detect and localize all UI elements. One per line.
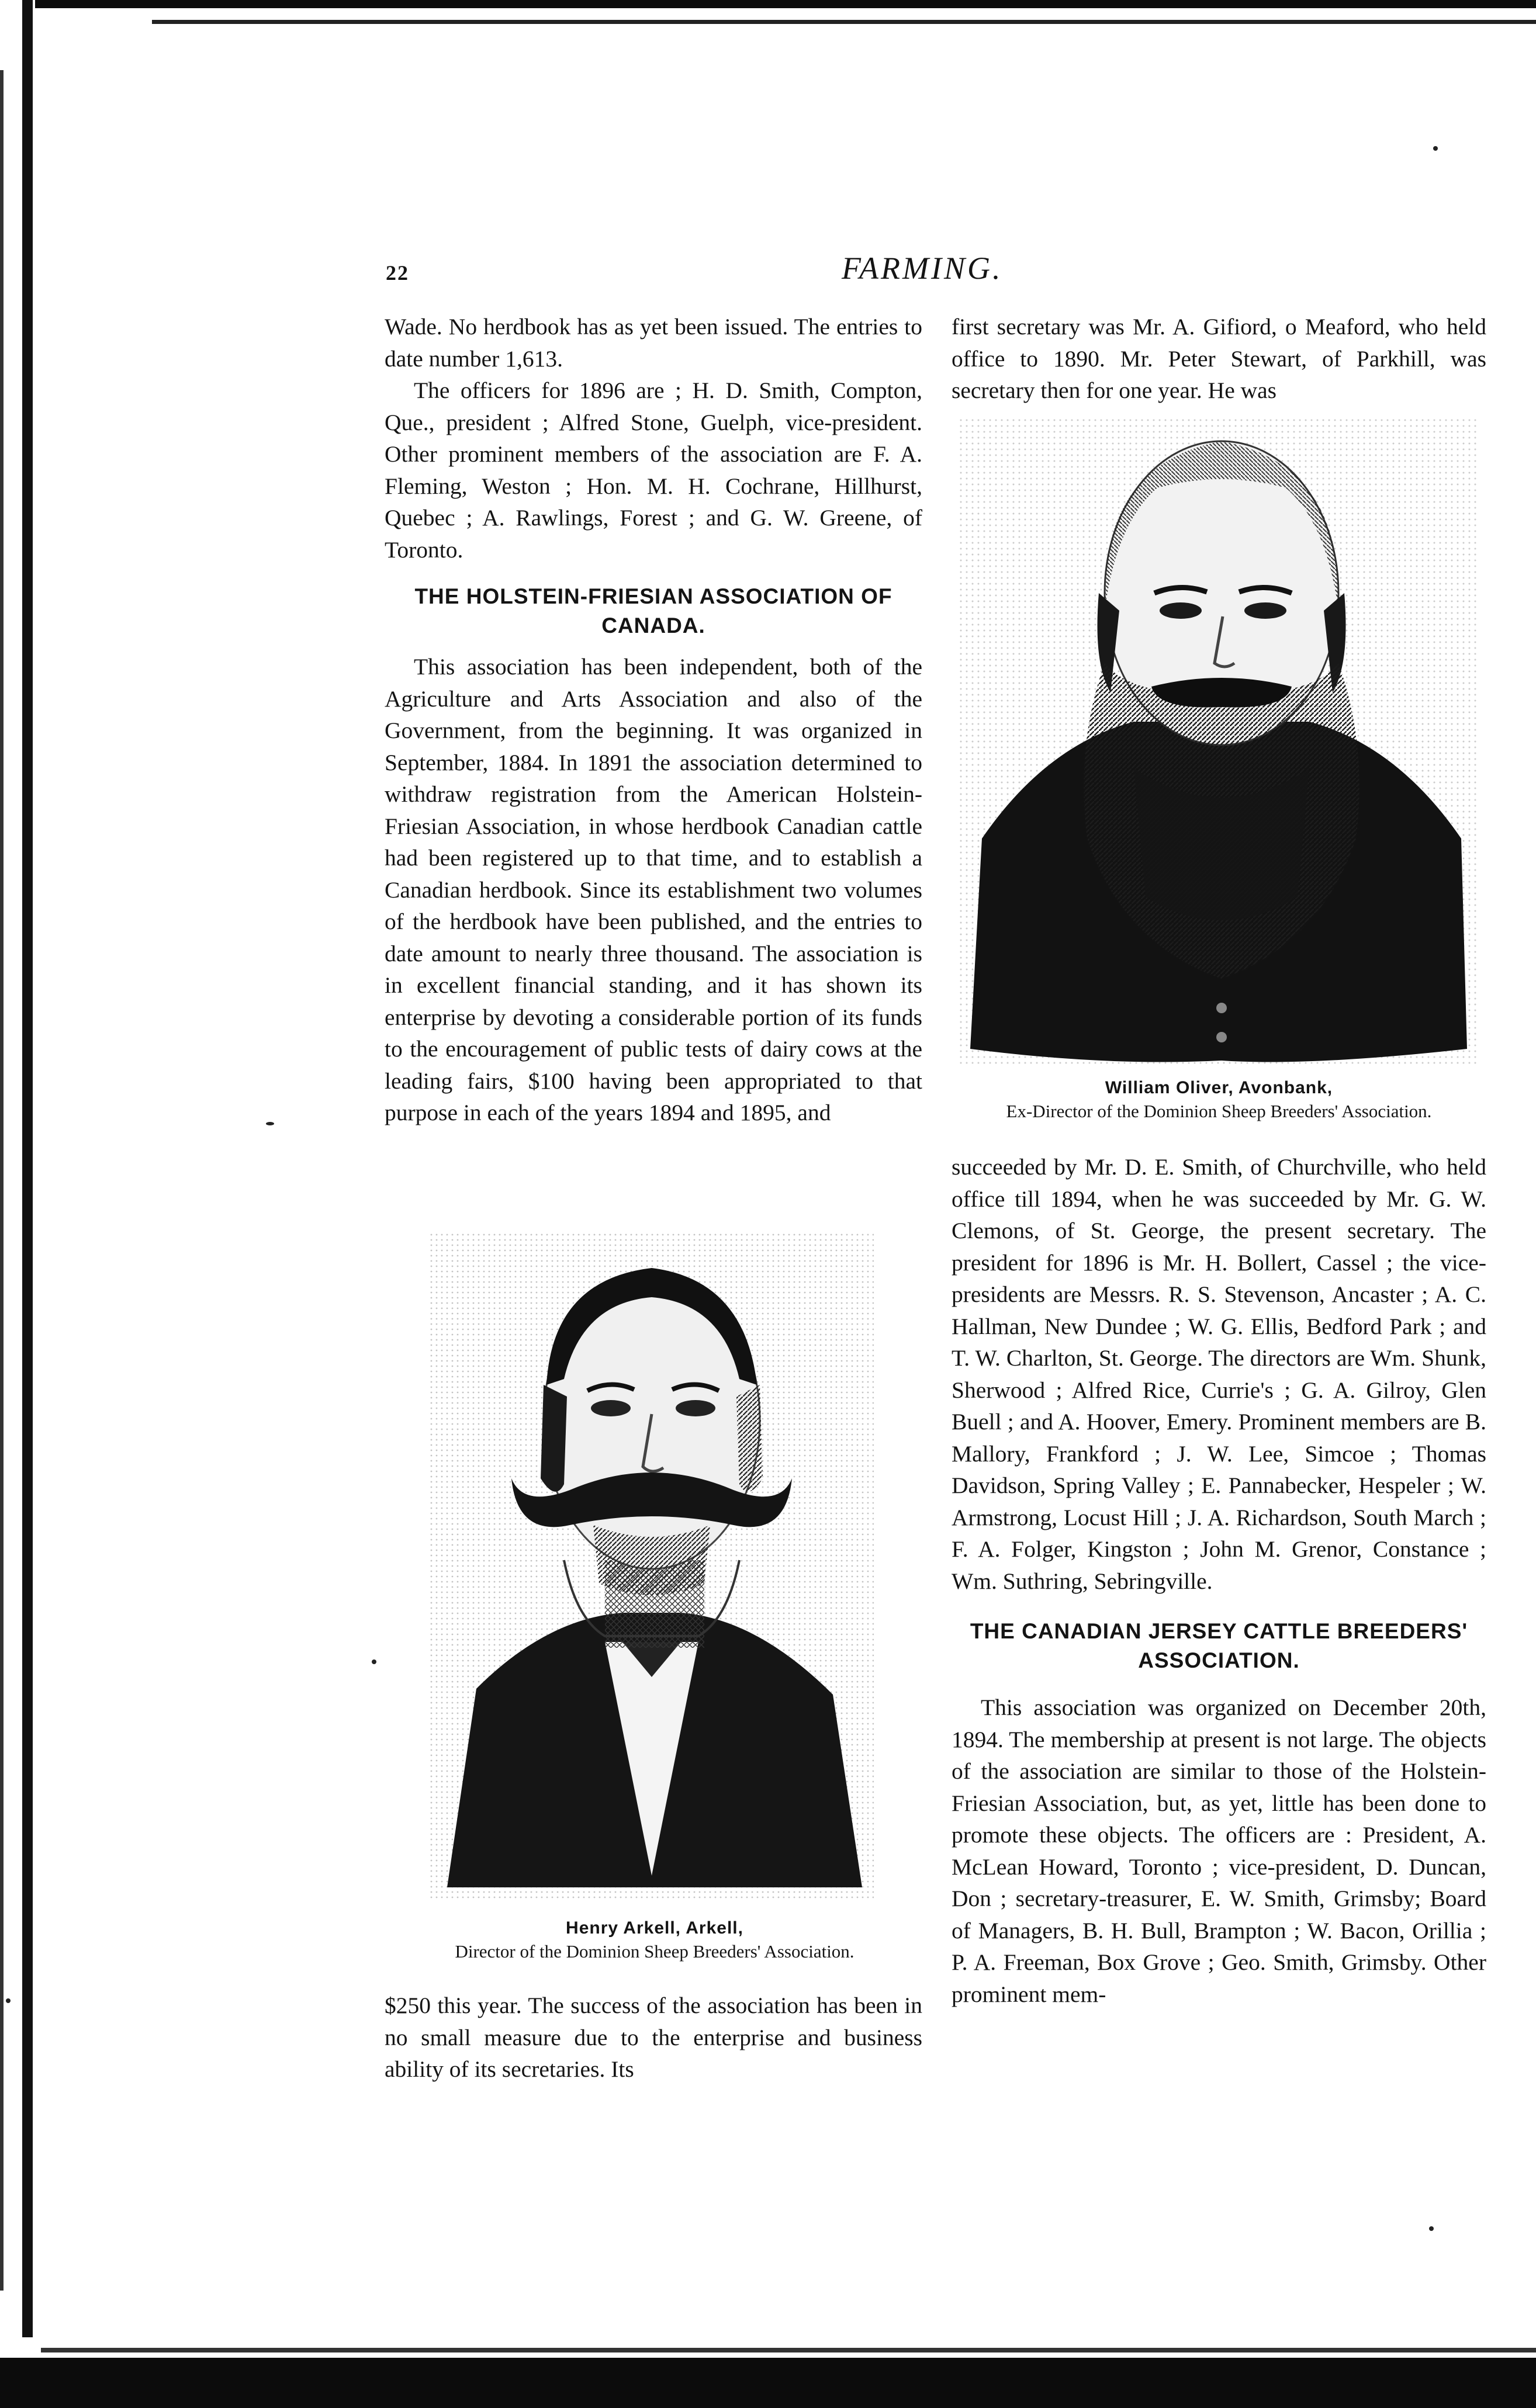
scan-left-edge <box>22 0 33 2337</box>
scan-left-margin-line <box>0 70 4 2291</box>
left-column-top <box>385 311 922 1129</box>
portrait-william-oliver <box>959 418 1479 1066</box>
scan-speck <box>6 1998 11 2003</box>
section-heading-jersey: THE CANADIAN JERSEY CATTLE BREEDERS' ASSOCIATION. <box>970 1619 1468 1672</box>
right-column-bottom <box>952 1151 1486 2010</box>
page-number: 22 <box>386 261 409 285</box>
paragraph: $250 this year. The success of the association has been in no small measure due to the enterprise and business ability of its secretaries. Its <box>385 1993 922 2082</box>
paragraph: first secretary was Mr. A. Gifiord, o Meaford, who held office to 1890. Mr. Peter Stewart, of Parkhill, was secretary then for one year. He was <box>952 314 1486 403</box>
scan-speck <box>372 1659 376 1664</box>
scan-speck <box>1429 2226 1434 2231</box>
portrait-henry-arkell <box>430 1233 874 1899</box>
section-heading-holstein: THE HOLSTEIN-FRIESIAN ASSOCIATION OF CANADA. <box>414 584 892 637</box>
caption-role: Ex-Director of the Dominion Sheep Breeders' Association. <box>1006 1101 1432 1121</box>
portrait-caption-oliver <box>952 1076 1486 1123</box>
caption-name: William Oliver, Avonbank, <box>1105 1078 1333 1097</box>
right-column-top <box>952 311 1486 407</box>
scan-top-edge <box>35 0 1536 8</box>
scan-top-rule <box>152 20 1536 24</box>
scan-speck <box>1433 146 1438 151</box>
scan-speck <box>266 1122 274 1125</box>
portrait-engraving <box>959 418 1479 1066</box>
scan-bottom-rule <box>41 2348 1536 2352</box>
portrait-engraving <box>430 1233 874 1899</box>
portrait-caption-arkell <box>386 1917 923 1963</box>
paragraph: This association was organized on December 20th, 1894. The membership at present is not large. The objects of the association are similar to those of the Holstein-Friesian Association, but, as yet, little has been done to promote these objects. The officers are : President, A. McLean Howard, Toronto ; vice-president, D. Duncan, Don ; secretary-treasurer, E. W. Smith, Grimsby; Board of Managers, B. H. Bull, Brampton ; W. Bacon, Orillia ; P. A. Freeman, Box Grove ; Geo. Smith, Grimsby. Other prominent mem- <box>952 1695 1486 2007</box>
scan-bottom-edge <box>0 2358 1536 2408</box>
caption-role: Director of the Dominion Sheep Breeders' Association. <box>455 1941 855 1962</box>
paragraph: The officers for 1896 are ; H. D. Smith, Compton, Que., president ; Alfred Stone, Guelph, vice-president. Other prominent members of the association are F. A. Fleming, Weston ; Hon. M. H. Cochrane, Hillhurst, Quebec ; A. Rawlings, Forest ; and G. W. Greene, of Toronto. <box>385 377 922 563</box>
paragraph: succeeded by Mr. D. E. Smith, of Churchville, who held office till 1894, when he was succeeded by Mr. G. W. Clemons, of St. George, the present secretary. The president for 1896 is Mr. H. Bollert, Cassel ; the vice-presidents are Messrs. R. S. Stevenson, Ancaster ; A. C. Hallman, New Dundee ; W. G. Ellis, Bedford Park ; and T. W. Charlton, St. George. The directors are Wm. Shunk, Sherwood ; Alfred Rice, Currie's ; G. A. Gilroy, Glen Buell ; and A. Hoover, Emery. Prominent members are B. Mallory, Frankford ; J. W. Lee, Simcoe ; Thomas Davidson, Spring Valley ; E. Pannabecker, Hespeler ; W. Armstrong, Locust Hill ; J. A. Richardson, South March ; F. A. Folger, Kingston ; John M. Grenor, Constance ; Wm. Suthring, Sebringville. <box>952 1154 1486 1594</box>
paragraph: This association has been independent, both of the Agriculture and Arts Association and also of the Government, from the beginning. It was organized in September, 1884. In 1891 the association determined to withdraw registration from the American Holstein-Friesian Association, in whose herdbook Canadian cattle had been registered up to that time, and to establish a Canadian herdbook. Since its establishment two volumes of the herdbook have been published, and the entries to date amount to nearly three thousand. The association is in excellent financial standing, and it has shown its enterprise by devoting a considerable portion of its funds to the encouragement of public tests of dairy cows at the leading fairs, $100 having been appropriated to that purpose in each of the years 1894 and 1895, and <box>385 654 922 1125</box>
running-title: FARMING. <box>842 251 1003 286</box>
caption-name: Henry Arkell, Arkell, <box>566 1918 743 1938</box>
left-column-bottom <box>385 1990 922 2085</box>
paragraph: Wade. No herdbook has as yet been issued. The entries to date number 1,613. <box>385 314 922 372</box>
